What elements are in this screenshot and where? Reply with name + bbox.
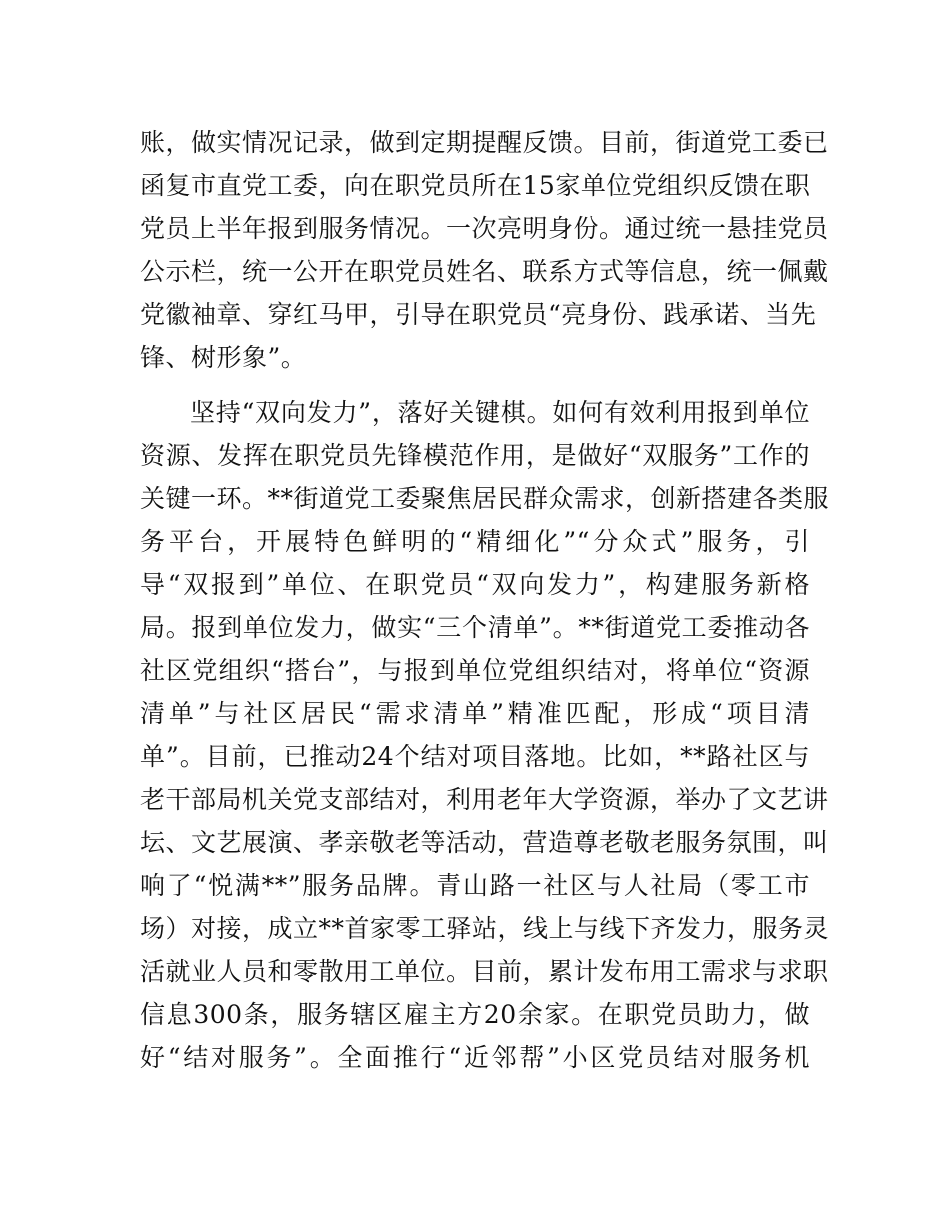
paragraph-line: 坚持“双向发力”，落好关键棋。如何有效利用报到单位 xyxy=(190,398,810,427)
paragraph-2 xyxy=(140,391,830,1079)
paragraph-line: 务平台，开展特色鲜明的“精细化”“分众式”服务，引 xyxy=(140,527,810,556)
paragraph-line: 公示栏，统一公开在职党员姓名、联系方式等信息，统一佩戴 xyxy=(140,257,829,286)
paragraph-line: 锋、树形象”。 xyxy=(140,343,307,372)
paragraph-1 xyxy=(140,121,829,379)
paragraph-line: 老干部局机关党支部结对，利用老年大学资源，举办了文艺讲 xyxy=(140,785,829,814)
paragraph-line: 关键一环。**街道党工委聚焦居民群众需求，创新搭建各类服 xyxy=(140,484,830,513)
paragraph-line: 党员上半年报到服务情况。一次亮明身份。通过统一悬挂党员 xyxy=(140,214,829,243)
paragraph-line: 资源、发挥在职党员先锋模范作用，是做好“双服务”工作的 xyxy=(140,441,810,470)
paragraph-line: 好“结对服务”。全面推行“近邻帮”小区党员结对服务机 xyxy=(140,1043,810,1072)
paragraph-line: 信息300条，服务辖区雇主方20余家。在职党员助力，做 xyxy=(140,1000,810,1029)
paragraph-line: 坛、文艺展演、孝亲敬老等活动，营造尊老敬老服务氛围，叫 xyxy=(140,828,829,857)
paragraph-line: 单”。目前，已推动24个结对项目落地。比如，**路社区与 xyxy=(140,742,810,771)
paragraph-line: 社区党组织“搭台”，与报到单位党组织结对，将单位“资源 xyxy=(140,656,810,685)
paragraph-line: 清单”与社区居民“需求清单”精准匹配，形成“项目清 xyxy=(140,699,810,728)
paragraph-line: 响了“悦满**”服务品牌。青山路一社区与人社局（零工市 xyxy=(140,871,810,900)
paragraph-line: 活就业人员和零散用工单位。目前，累计发布用工需求与求职 xyxy=(140,957,829,986)
paragraph-line: 党徽袖章、穿红马甲，引导在职党员“亮身份、践承诺、当先 xyxy=(140,300,817,329)
paragraph-line: 账，做实情况记录，做到定期提醒反馈。目前，街道党工委已 xyxy=(140,128,829,157)
paragraph-line: 函复市直党工委，向在职党员所在15家单位党组织反馈在职 xyxy=(140,171,811,200)
paragraph-line: 局。报到单位发力，做实“三个清单”。**街道党工委推动各 xyxy=(140,613,810,642)
paragraph-line: 场）对接，成立**首家零工驿站，线上与线下齐发力，服务灵 xyxy=(140,914,830,943)
paragraph-line: 导“双报到”单位、在职党员“双向发力”，构建服务新格 xyxy=(140,570,810,599)
